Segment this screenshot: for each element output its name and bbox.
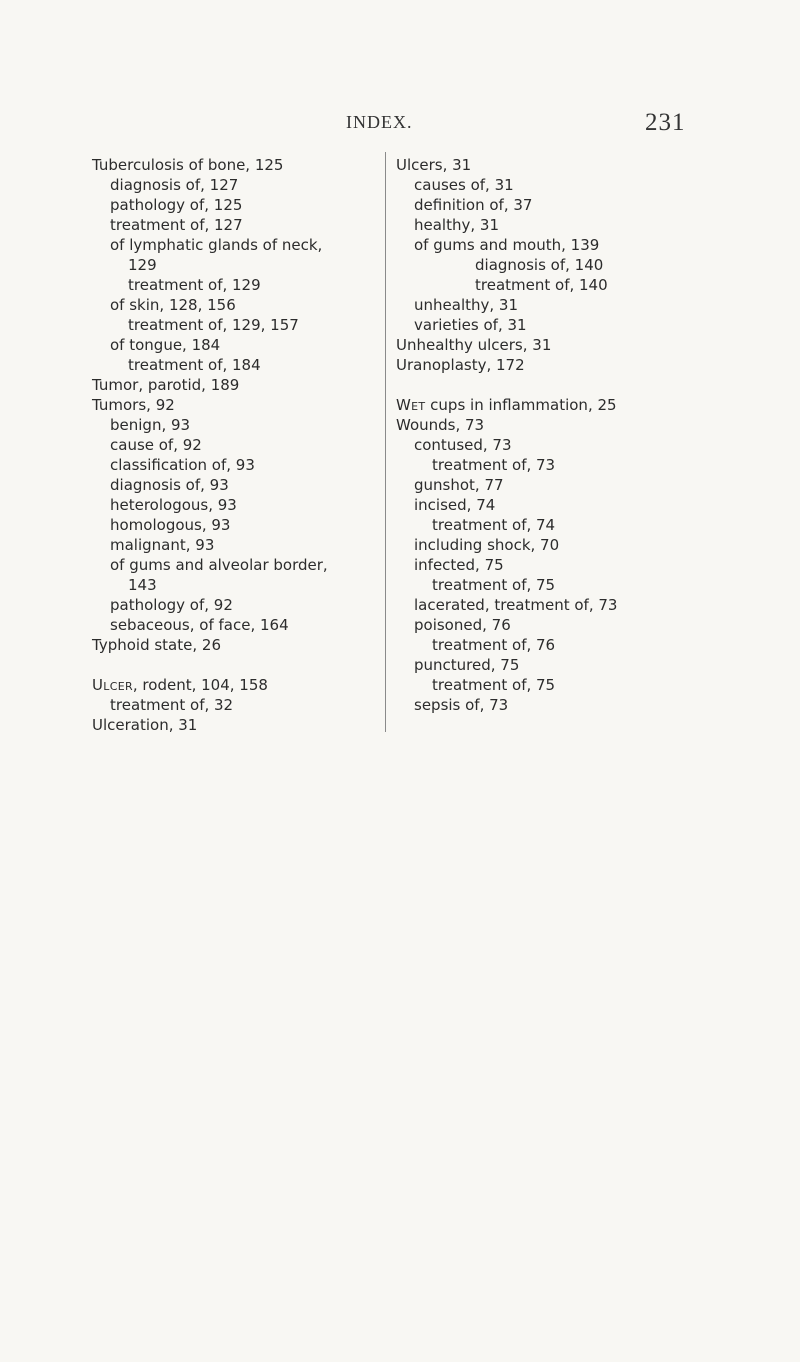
index-entry: treatment of, 75 bbox=[432, 576, 556, 594]
index-entry: causes of, 31 bbox=[414, 176, 514, 194]
index-entry: punctured, 75 bbox=[414, 656, 520, 674]
index-entry: treatment of, 184 bbox=[128, 356, 261, 374]
page-number: 231 bbox=[645, 109, 686, 136]
index-entry: Tumor, parotid, 189 bbox=[92, 376, 240, 394]
index-entry: malignant, 93 bbox=[110, 536, 215, 554]
index-entry: pathology of, 92 bbox=[110, 596, 233, 614]
index-entry: infected, 75 bbox=[414, 556, 504, 574]
index-entry: Ulceration, 31 bbox=[92, 716, 198, 734]
index-entry: treatment of, 129, 157 bbox=[128, 316, 299, 334]
index-entry: contused, 73 bbox=[414, 436, 512, 454]
page-title: INDEX. bbox=[346, 112, 413, 132]
index-entry: Ulcer, rodent, 104, 158 bbox=[92, 676, 268, 694]
index-entry: Unhealthy ulcers, 31 bbox=[396, 336, 552, 354]
index-entry: Wet cups in inflammation, 25 bbox=[396, 396, 617, 414]
index-entry: of gums and alveolar border, bbox=[110, 556, 328, 574]
index-entry: of skin, 128, 156 bbox=[110, 296, 236, 314]
index-entry: healthy, 31 bbox=[414, 216, 499, 234]
index-entry: gunshot, 77 bbox=[414, 476, 504, 494]
index-entry: lacerated, treatment of, 73 bbox=[414, 596, 618, 614]
index-entry: definition of, 37 bbox=[414, 196, 533, 214]
index-entry: 143 bbox=[128, 576, 157, 594]
index-entry: treatment of, 32 bbox=[110, 696, 234, 714]
index-entry: treatment of, 140 bbox=[475, 276, 608, 294]
index-entry bbox=[92, 655, 370, 675]
column-divider bbox=[385, 152, 386, 732]
index-entry: Ulcers, 31 bbox=[396, 156, 472, 174]
index-entry: unhealthy, 31 bbox=[414, 296, 518, 314]
index-entry: of gums and mouth, 139 bbox=[414, 236, 600, 254]
index-entry: pathology of, 125 bbox=[110, 196, 243, 214]
index-entry: incised, 74 bbox=[414, 496, 496, 514]
index-entry: 129 bbox=[128, 256, 157, 274]
index-entry: poisoned, 76 bbox=[414, 616, 511, 634]
index-entry: treatment of, 76 bbox=[432, 636, 556, 654]
index-entry: of lymphatic glands of neck, bbox=[110, 236, 323, 254]
index-entry: sebaceous, of face, 164 bbox=[110, 616, 289, 634]
index-entry: treatment of, 74 bbox=[432, 516, 556, 534]
index-entry: Wounds, 73 bbox=[396, 416, 485, 434]
index-entry: treatment of, 127 bbox=[110, 216, 243, 234]
index-column-left bbox=[92, 155, 370, 735]
index-entry: varieties of, 31 bbox=[414, 316, 527, 334]
index-entry: treatment of, 73 bbox=[432, 456, 556, 474]
index-entry: benign, 93 bbox=[110, 416, 191, 434]
index-entry: Tumors, 92 bbox=[92, 396, 175, 414]
index-entry: Tuberculosis of bone, 125 bbox=[92, 156, 284, 174]
index-entry: cause of, 92 bbox=[110, 436, 202, 454]
index-column-right bbox=[396, 155, 696, 715]
index-entry: diagnosis of, 127 bbox=[110, 176, 239, 194]
index-entry: diagnosis of, 93 bbox=[110, 476, 229, 494]
index-entry: heterologous, 93 bbox=[110, 496, 237, 514]
index-entry: Uranoplasty, 172 bbox=[396, 356, 525, 374]
index-entry: diagnosis of, 140 bbox=[475, 256, 604, 274]
index-entry: treatment of, 129 bbox=[128, 276, 261, 294]
index-entry: of tongue, 184 bbox=[110, 336, 221, 354]
index-entry: Typhoid state, 26 bbox=[92, 636, 221, 654]
index-entry: treatment of, 75 bbox=[432, 676, 556, 694]
index-entry: classification of, 93 bbox=[110, 456, 255, 474]
index-entry: including shock, 70 bbox=[414, 536, 560, 554]
index-entry: homologous, 93 bbox=[110, 516, 231, 534]
index-entry: sepsis of, 73 bbox=[414, 696, 509, 714]
running-head bbox=[0, 109, 800, 136]
index-entry bbox=[396, 375, 696, 395]
